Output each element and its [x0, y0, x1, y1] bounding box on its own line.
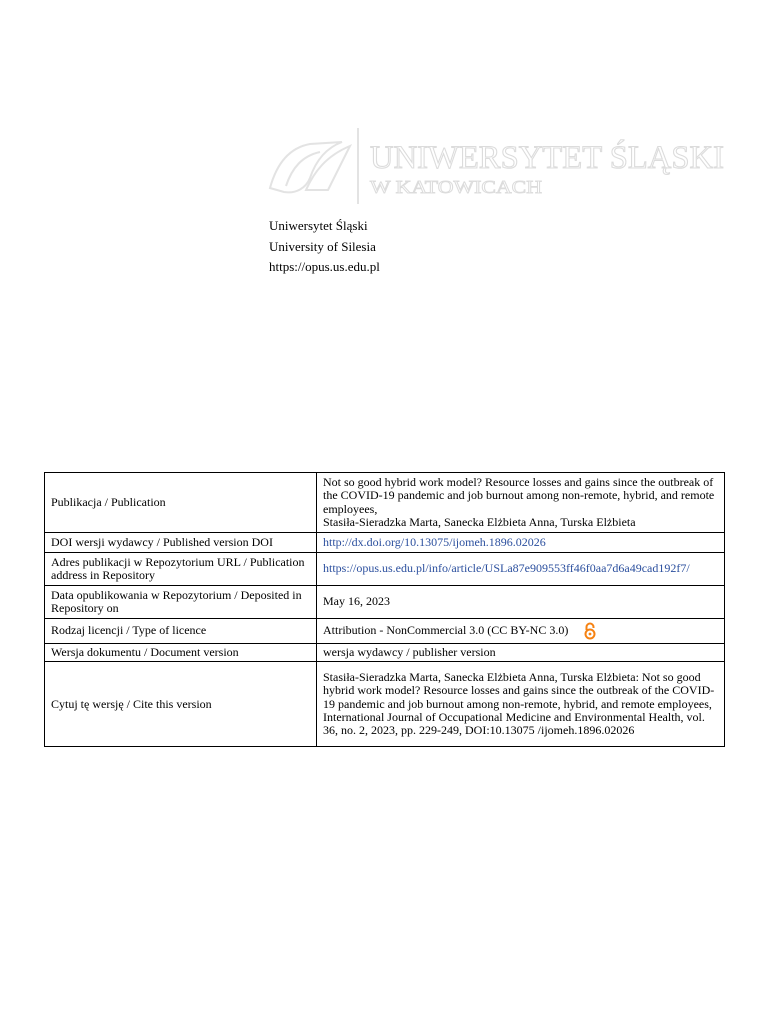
- logo-name: UNIWERSYTET ŚLĄSKI: [370, 140, 728, 176]
- university-logo: [266, 126, 728, 206]
- value-publication: [317, 473, 725, 533]
- table-row-citation: [45, 662, 725, 747]
- affiliation-block: [269, 216, 380, 278]
- doi-link[interactable]: http://dx.doi.org/10.13075/ijomeh.1896.02026: [323, 534, 546, 549]
- label-document-version: Wersja dokumentu / Document version: [45, 644, 317, 662]
- label-publication: Publikacja / Publication: [45, 473, 317, 533]
- table-row-document-version: [45, 644, 725, 662]
- metadata-table: [44, 472, 725, 747]
- licence-text: Attribution - NonCommercial 3.0 (CC BY-NC 3.0): [323, 622, 569, 637]
- table-row-repository-url: [45, 553, 725, 586]
- label-repository-url: Adres publikacji w Repozytorium URL / Publication address in Repository: [45, 553, 317, 586]
- label-doi: DOI wersji wydawcy / Published version DOI: [45, 533, 317, 553]
- logo-subtitle: W KATOWICACH: [370, 177, 542, 197]
- table-row-publication: [45, 473, 725, 533]
- repository-url: https://opus.us.edu.pl: [269, 259, 380, 274]
- table-row-doi: [45, 533, 725, 553]
- repository-link[interactable]: https://opus.us.edu.pl/info/article/USLa87e909553ff46f0aa7d6a49cad192f7/: [323, 561, 690, 576]
- publication-authors: Stasiła-Sieradzka Marta, Sanecka Elżbieta Anna, Turska Elżbieta: [323, 514, 636, 529]
- table-row-deposit-date: [45, 586, 725, 619]
- university-name-en: University of Silesia: [269, 238, 376, 254]
- publication-title: Not so good hybrid work model? Resource losses and gains since the outbreak of the COVID-19 pandemic and job burnout among non-remote, hybrid, and remote employees,: [323, 475, 715, 516]
- value-document-version: wersja wydawcy / publisher version: [317, 644, 725, 662]
- label-licence: Rodzaj licencji / Type of licence: [45, 619, 317, 644]
- value-citation: Stasiła-Sieradzka Marta, Sanecka Elżbieta Anna, Turska Elżbieta: Not so good hybrid work model? Resource losses and gains since the outbreak of the COVID-19 pandemic and job burnout among non-remote, hybrid, and remote employees, International Journal of Occupational Medicine and Environmental Health, vol. 36, no. 2, 2023, pp. 229-249, DOI:10.13075 /ijomeh.1896.02026: [317, 662, 725, 747]
- label-deposit-date: Data opublikowania w Repozytorium / Deposited in Repository on: [45, 586, 317, 619]
- label-citation: Cytuj tę wersję / Cite this version: [45, 662, 317, 747]
- value-licence: [317, 619, 725, 644]
- value-deposit-date: May 16, 2023: [317, 586, 725, 619]
- open-access-icon: [583, 622, 597, 640]
- table-row-licence: [45, 619, 725, 644]
- university-name-pl: Uniwersytet Śląski: [269, 218, 368, 233]
